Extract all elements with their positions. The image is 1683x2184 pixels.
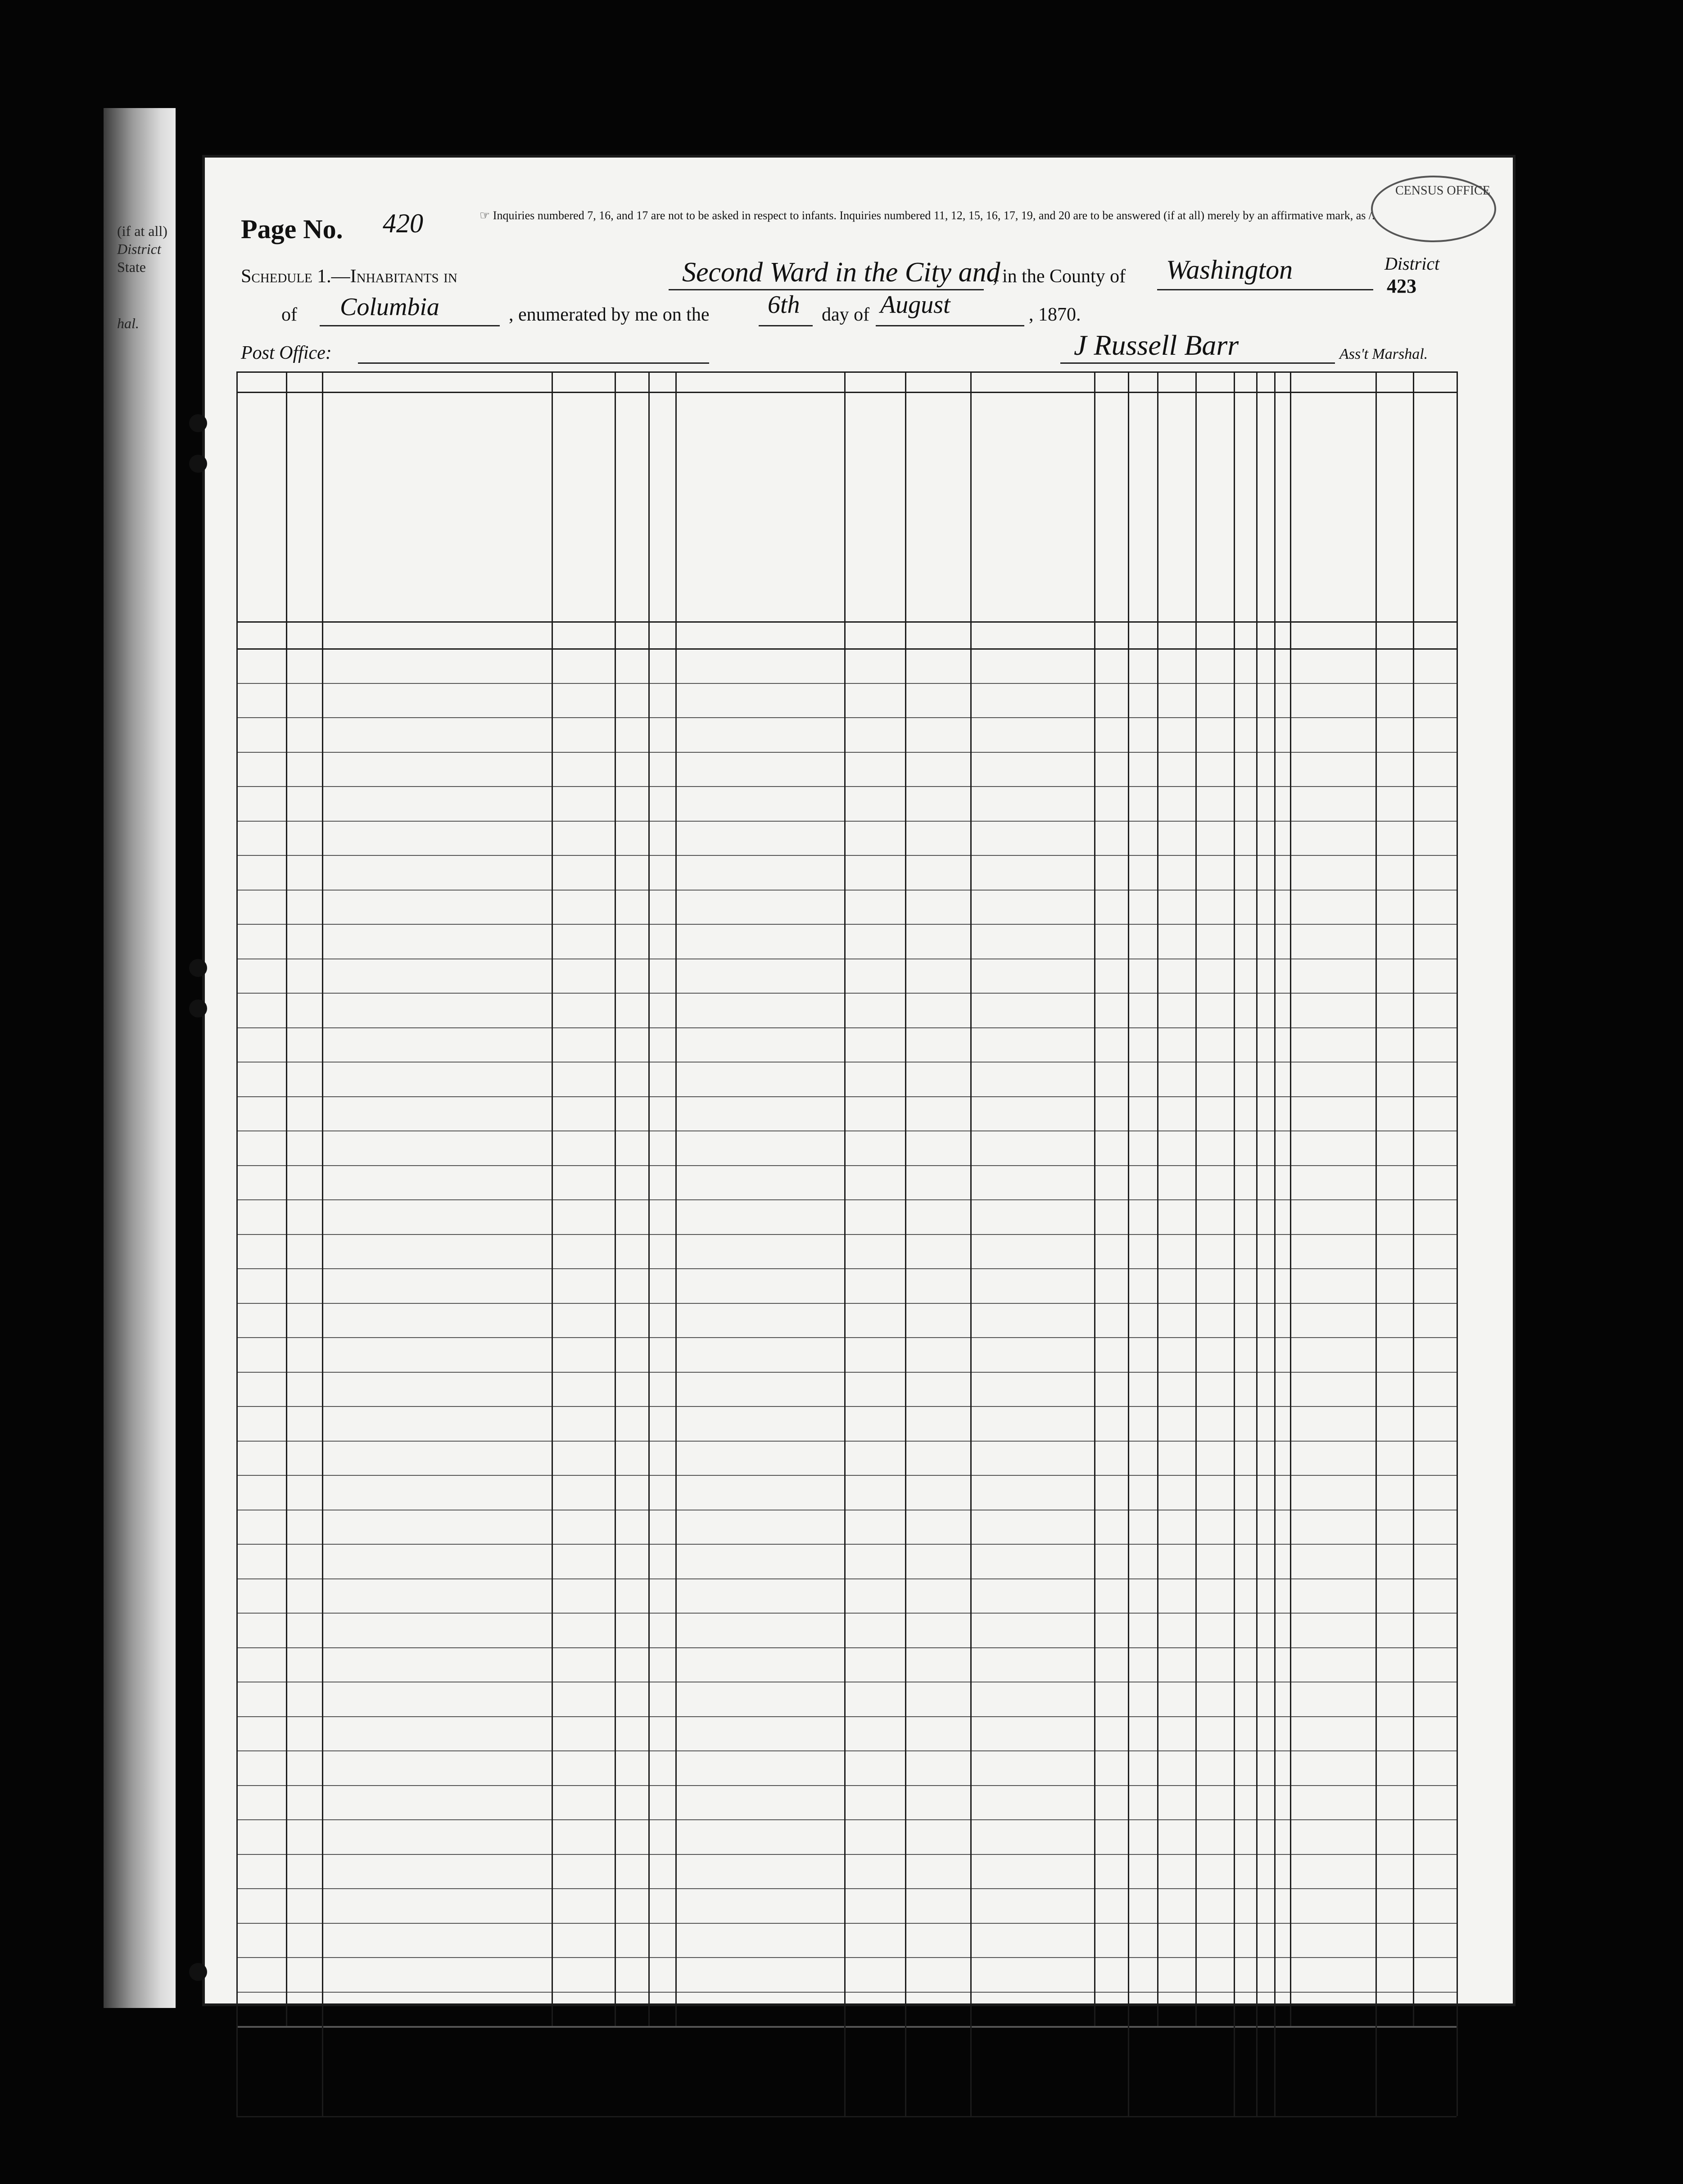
binder-hole xyxy=(189,999,207,1017)
column-rule xyxy=(1234,371,1235,2116)
column-rule xyxy=(1157,371,1158,2026)
county-field: Washington xyxy=(1166,255,1293,285)
day-field: 6th xyxy=(768,291,800,319)
row-rule xyxy=(236,1854,1457,1855)
row-rule xyxy=(236,1613,1457,1614)
binder-hole xyxy=(189,455,207,473)
row-rule xyxy=(236,1578,1457,1579)
column-rule xyxy=(236,371,238,2116)
column-rule xyxy=(844,371,846,2116)
row-rule xyxy=(236,1475,1457,1476)
row-rule xyxy=(236,786,1457,787)
row-rule xyxy=(236,821,1457,822)
row-rule xyxy=(236,1888,1457,1889)
column-rule xyxy=(1413,371,1414,2026)
row-rule xyxy=(236,1130,1457,1131)
row-rule xyxy=(236,993,1457,994)
row-rule xyxy=(236,1096,1457,1097)
column-rule xyxy=(970,371,972,2116)
table-rule xyxy=(236,392,1457,393)
county-label: , in the County of xyxy=(993,266,1126,287)
row-rule xyxy=(236,1303,1457,1304)
row-rule xyxy=(236,924,1457,925)
column-rule xyxy=(552,371,553,2026)
table-rule xyxy=(236,648,1457,650)
binder-hole xyxy=(189,1963,207,1981)
row-rule xyxy=(236,1441,1457,1442)
column-rule xyxy=(1256,371,1258,2116)
row-rule xyxy=(236,2026,1457,2028)
ward-field: Second Ward in the City and xyxy=(682,257,1000,288)
column-rule xyxy=(905,371,906,2116)
binder-hole xyxy=(189,414,207,432)
row-rule xyxy=(236,1234,1457,1235)
of-label: of xyxy=(281,304,297,325)
row-rule xyxy=(236,683,1457,684)
column-rule xyxy=(648,371,650,2026)
column-rule xyxy=(675,371,677,2026)
strip-line: District xyxy=(117,241,161,257)
row-rule xyxy=(236,890,1457,891)
post-office-label: Post Office: xyxy=(241,343,332,363)
page-label: Page No. xyxy=(241,214,343,244)
row-rule xyxy=(236,1165,1457,1166)
column-rule xyxy=(1128,371,1129,2116)
row-rule xyxy=(236,1923,1457,1924)
strip-line: State xyxy=(117,259,146,275)
adjacent-page-strip xyxy=(104,108,176,2008)
column-rule xyxy=(1375,371,1377,2116)
enumerated-label: , enumerated by me on the xyxy=(509,304,710,325)
strip-line: hal. xyxy=(117,315,139,331)
table-rule xyxy=(236,371,1457,373)
strip-line: (if at all) xyxy=(117,223,167,239)
table-rule xyxy=(236,621,1457,623)
column-rule xyxy=(286,371,287,2026)
state-field: District xyxy=(1384,253,1440,274)
row-rule xyxy=(236,855,1457,856)
row-rule xyxy=(236,1544,1457,1545)
census-table xyxy=(205,158,1513,2003)
column-rule xyxy=(1457,371,1458,2116)
row-rule xyxy=(236,752,1457,753)
row-rule xyxy=(236,1957,1457,1958)
page-number: 420 xyxy=(383,208,423,238)
row-rule xyxy=(236,1785,1457,1786)
column-rule xyxy=(1094,371,1095,2026)
column-rule xyxy=(1274,371,1276,2116)
column-rule xyxy=(1195,371,1197,2026)
row-rule xyxy=(236,1406,1457,1407)
row-rule xyxy=(236,1716,1457,1717)
census-page xyxy=(205,158,1513,2003)
stamped-page-number: 423 xyxy=(1387,275,1416,297)
schedule-label: Schedule 1.—Inhabitants in xyxy=(241,266,457,287)
marshal-signature: J Russell Barr xyxy=(1074,329,1239,361)
instructions: ☞ Inquiries numbered 7, 16, and 17 are not to be asked in respect to infants. Inquiries numbered 11, 12, 15, 16, 17, 19, and 20 are to be answered (if at all) merely by an affirmative mark, as /. xyxy=(480,209,1375,222)
marshal-label: Ass't Marshal. xyxy=(1339,346,1428,362)
table-bottom-rule xyxy=(236,2116,1457,2117)
row-rule xyxy=(236,1337,1457,1338)
row-rule xyxy=(236,1819,1457,1820)
column-rule xyxy=(1290,371,1291,2026)
row-rule xyxy=(236,1750,1457,1751)
row-rule xyxy=(236,1062,1457,1063)
row-rule xyxy=(236,1199,1457,1200)
year-label: , 1870. xyxy=(1029,304,1081,325)
row-rule xyxy=(236,1647,1457,1648)
stamp-text: CENSUS OFFICE xyxy=(1395,184,1490,198)
row-rule xyxy=(236,1372,1457,1373)
month-field: August xyxy=(880,291,950,319)
column-rule xyxy=(322,371,323,2116)
day-of-label: day of xyxy=(822,304,870,325)
binder-hole xyxy=(189,959,207,977)
city-field: Columbia xyxy=(340,293,439,321)
row-rule xyxy=(236,1027,1457,1028)
row-rule xyxy=(236,1992,1457,1993)
row-rule xyxy=(236,717,1457,718)
row-rule xyxy=(236,1268,1457,1269)
column-rule xyxy=(615,371,616,2026)
